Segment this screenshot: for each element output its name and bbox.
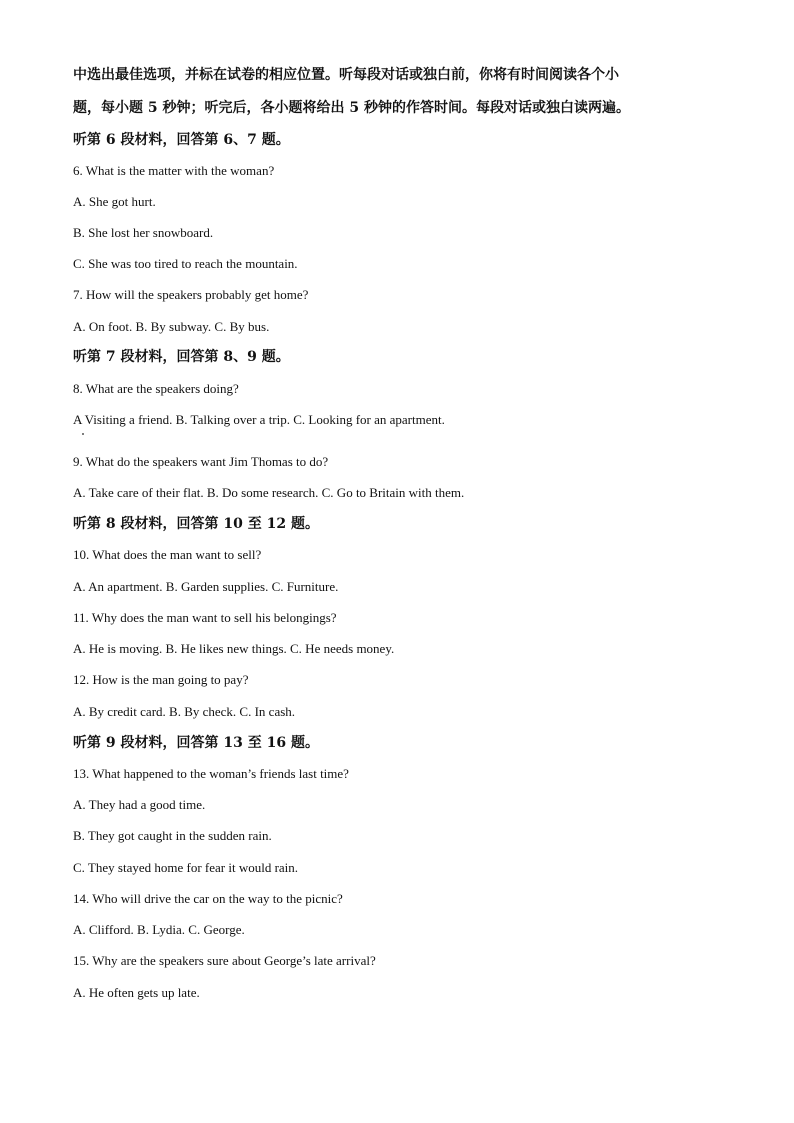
question-7-options: A. On foot. B. By subway. C. By bus. <box>73 319 270 334</box>
question-6: 6. What is the matter with the woman? <box>73 163 275 178</box>
question-13-option-c: C. They stayed home for fear it would rain. <box>73 860 299 875</box>
question-6-option-b: B. She lost her snowboard. <box>73 225 214 240</box>
question-15-option-a: A. He often gets up late. <box>73 985 200 1000</box>
question-12-options: A. By credit card. B. By check. C. In cash. <box>73 704 296 719</box>
question-13-option-a: A. They had a good time. <box>73 797 206 812</box>
question-11-options: A. He is moving. B. He likes new things. C. He needs money. <box>73 641 395 656</box>
question-13-option-b: B. They got caught in the sudden rain. <box>73 828 272 843</box>
instructions-line-2: 题，每小题 5 秒钟；听完后，各小题将给出 5 秒钟的作答时间。每段对话或独白读两遍。 <box>73 100 630 116</box>
question-8-options: A Visiting a friend. B. Talking over a trip. C. Looking for an apartment. <box>73 412 445 427</box>
question-7: 7. How will the speakers probably get home? <box>73 287 309 302</box>
question-14: 14. Who will drive the car on the way to the picnic? <box>73 891 343 906</box>
question-12: 12. How is the man going to pay? <box>73 672 249 687</box>
question-13: 13. What happened to the woman’s friends last time? <box>73 766 349 781</box>
question-10: 10. What does the man want to sell? <box>73 547 262 562</box>
instructions-line-1: 中选出最佳选项，并标在试卷的相应位置。听每段对话或独白前，你将有时间阅读各个小 <box>73 67 619 83</box>
question-6-option-c: C. She was too tired to reach the mountain. <box>73 256 298 271</box>
question-10-options: A. An apartment. B. Garden supplies. C. Furniture. <box>73 579 339 594</box>
question-14-options: A. Clifford. B. Lydia. C. George. <box>73 922 245 937</box>
section-9-heading: 听第 9 段材料，回答第 13 至 16 题。 <box>73 735 319 751</box>
question-9: 9. What do the speakers want Jim Thomas to do? <box>73 454 329 469</box>
section-7-heading: 听第 7 段材料，回答第 8、9 题。 <box>73 349 290 365</box>
question-11: 11. Why does the man want to sell his belongings? <box>73 610 337 625</box>
stray-mark <box>82 433 84 435</box>
section-8-heading: 听第 8 段材料，回答第 10 至 12 题。 <box>73 516 319 532</box>
question-8: 8. What are the speakers doing? <box>73 381 239 396</box>
section-6-heading: 听第 6 段材料，回答第 6、7 题。 <box>73 132 290 148</box>
question-9-options: A. Take care of their flat. B. Do some research. C. Go to Britain with them. <box>73 485 465 500</box>
question-15: 15. Why are the speakers sure about George’s late arrival? <box>73 953 376 968</box>
question-6-option-a: A. She got hurt. <box>73 194 156 209</box>
